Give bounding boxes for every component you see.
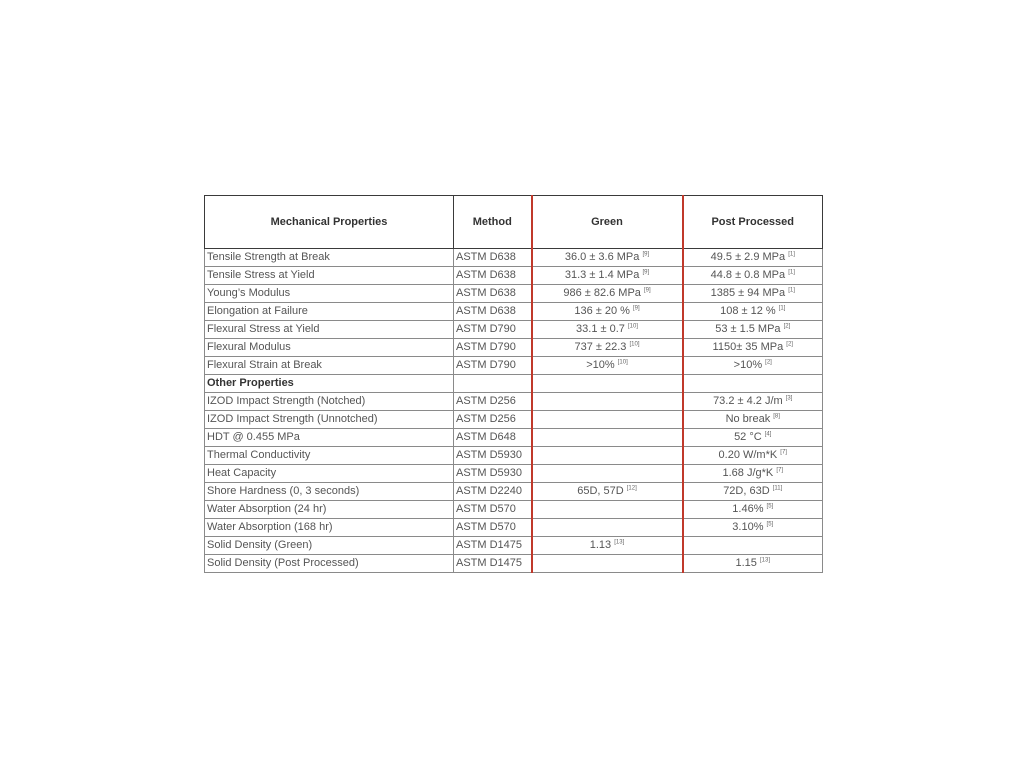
table-row <box>205 429 823 447</box>
method-cell: ASTM D2240 <box>454 483 532 501</box>
value-text: 72D, 63D <box>723 485 770 497</box>
green-value-cell <box>532 537 683 555</box>
method-cell: ASTM D648 <box>454 429 532 447</box>
method-cell: ASTM D256 <box>454 411 532 429</box>
post-processed-value-cell <box>683 321 823 339</box>
value-text: 33.1 ± 0.7 <box>576 323 625 335</box>
post-processed-value-cell <box>683 339 823 357</box>
reference-superscript: [5] <box>766 521 774 528</box>
green-value-cell <box>532 285 683 303</box>
value-text: 136 ± 20 % <box>574 305 630 317</box>
value-text: 737 ± 22.3 <box>574 341 627 353</box>
header-row <box>205 196 823 249</box>
reference-superscript: [2] <box>783 323 791 330</box>
green-value-cell <box>532 429 683 447</box>
value-text: >10% <box>586 359 615 371</box>
table-row <box>205 321 823 339</box>
value-text: 0.20 W/m*K <box>718 449 778 461</box>
table-row <box>205 537 823 555</box>
property-name: Water Absorption (168 hr) <box>205 519 454 537</box>
table-row <box>205 519 823 537</box>
value-text: 1.68 J/g*K <box>722 467 774 479</box>
value-text: 31.3 ± 1.4 MPa <box>564 269 640 281</box>
green-value-cell <box>532 357 683 375</box>
property-name: Solid Density (Post Processed) <box>205 555 454 573</box>
reference-superscript: [9] <box>643 287 651 294</box>
header-green: Green <box>532 196 683 249</box>
green-value-cell <box>532 447 683 465</box>
value-text: 53 ± 1.5 MPa <box>715 323 781 335</box>
property-name: IZOD Impact Strength (Unnotched) <box>205 411 454 429</box>
header-method: Method <box>454 196 532 249</box>
reference-superscript: [12] <box>626 485 637 492</box>
table-row <box>205 393 823 411</box>
table-row <box>205 249 823 267</box>
green-value-cell <box>532 483 683 501</box>
reference-superscript: [11] <box>772 485 783 492</box>
property-name: Heat Capacity <box>205 465 454 483</box>
green-value-cell <box>532 465 683 483</box>
table-row <box>205 411 823 429</box>
method-cell <box>454 375 532 393</box>
value-text: 1.46% <box>732 503 764 515</box>
property-name: Elongation at Failure <box>205 303 454 321</box>
reference-superscript: [9] <box>642 269 650 276</box>
value-text: 73.2 ± 4.2 J/m <box>713 395 783 407</box>
method-cell: ASTM D790 <box>454 339 532 357</box>
method-cell: ASTM D570 <box>454 501 532 519</box>
reference-superscript: [13] <box>614 539 625 546</box>
post-processed-value-cell <box>683 465 823 483</box>
table-row <box>205 465 823 483</box>
value-text: 44.8 ± 0.8 MPa <box>710 269 786 281</box>
green-value-cell <box>532 501 683 519</box>
reference-superscript: [1] <box>778 305 786 312</box>
post-processed-value-cell <box>683 429 823 447</box>
post-processed-value-cell <box>683 357 823 375</box>
value-text: 108 ± 12 % <box>720 305 776 317</box>
section-row <box>205 375 823 393</box>
value-text: 1.15 <box>735 557 757 569</box>
post-processed-value-cell <box>683 537 823 555</box>
value-text: 3.10% <box>732 521 764 533</box>
post-processed-value-cell <box>683 519 823 537</box>
method-cell: ASTM D638 <box>454 249 532 267</box>
method-cell: ASTM D570 <box>454 519 532 537</box>
reference-superscript: [1] <box>788 269 795 276</box>
reference-superscript: [7] <box>776 467 783 474</box>
reference-superscript: [4] <box>764 431 772 438</box>
method-cell: ASTM D5930 <box>454 465 532 483</box>
method-cell: ASTM D5930 <box>454 447 532 465</box>
method-cell: ASTM D256 <box>454 393 532 411</box>
post-processed-value-cell <box>683 555 823 573</box>
value-text: 52 °C <box>734 431 762 443</box>
value-text: 1.13 <box>589 539 612 551</box>
table-row <box>205 303 823 321</box>
reference-superscript: [10] <box>617 359 628 366</box>
method-cell: ASTM D638 <box>454 303 532 321</box>
table-row <box>205 501 823 519</box>
reference-superscript: [3] <box>785 395 793 402</box>
property-name: Flexural Strain at Break <box>205 357 454 375</box>
post-processed-value-cell <box>683 375 823 393</box>
reference-superscript: [10] <box>627 323 638 330</box>
value-text: No break <box>725 413 771 425</box>
reference-superscript: [1] <box>788 251 795 258</box>
value-text: 65D, 57D <box>577 485 624 497</box>
table-row <box>205 267 823 285</box>
reference-superscript: [10] <box>629 341 640 348</box>
property-name: Young’s Modulus <box>205 285 454 303</box>
value-text: 49.5 ± 2.9 MPa <box>710 251 786 263</box>
table-row <box>205 339 823 357</box>
green-value-cell <box>532 375 683 393</box>
reference-superscript: [7] <box>780 449 787 456</box>
method-cell: ASTM D1475 <box>454 537 532 555</box>
green-value-cell <box>532 393 683 411</box>
property-name: HDT @ 0.455 MPa <box>205 429 454 447</box>
property-name: Tensile Strength at Break <box>205 249 454 267</box>
green-value-cell <box>532 249 683 267</box>
value-text: 1385 ± 94 MPa <box>710 287 786 299</box>
reference-superscript: [5] <box>766 503 774 510</box>
green-value-cell <box>532 555 683 573</box>
reference-superscript: [2] <box>786 341 793 348</box>
value-text: 1150± 35 MPa <box>712 341 784 353</box>
method-cell: ASTM D638 <box>454 267 532 285</box>
reference-superscript: [1] <box>788 287 795 294</box>
value-text: 986 ± 82.6 MPa <box>563 287 641 299</box>
post-processed-value-cell <box>683 483 823 501</box>
green-value-cell <box>532 411 683 429</box>
table-body <box>205 249 823 573</box>
post-processed-value-cell <box>683 411 823 429</box>
post-processed-value-cell <box>683 249 823 267</box>
post-processed-value-cell <box>683 285 823 303</box>
reference-superscript: [9] <box>632 305 640 312</box>
green-value-cell <box>532 519 683 537</box>
value-text: 36.0 ± 3.6 MPa <box>564 251 640 263</box>
header-mechanical-properties: Mechanical Properties <box>205 196 454 249</box>
green-value-cell <box>532 339 683 357</box>
green-value-cell <box>532 303 683 321</box>
property-name: Flexural Stress at Yield <box>205 321 454 339</box>
post-processed-value-cell <box>683 393 823 411</box>
table-row <box>205 357 823 375</box>
green-value-cell <box>532 321 683 339</box>
table-row <box>205 447 823 465</box>
property-name: Flexural Modulus <box>205 339 454 357</box>
property-name: Tensile Stress at Yield <box>205 267 454 285</box>
property-name: Shore Hardness (0, 3 seconds) <box>205 483 454 501</box>
post-processed-value-cell <box>683 267 823 285</box>
header-post-processed: Post Processed <box>683 196 823 249</box>
table-row <box>205 555 823 573</box>
reference-superscript: [2] <box>765 359 772 366</box>
property-name: Other Properties <box>205 375 454 393</box>
method-cell: ASTM D638 <box>454 285 532 303</box>
property-name: Water Absorption (24 hr) <box>205 501 454 519</box>
property-name: Solid Density (Green) <box>205 537 454 555</box>
reference-superscript: [13] <box>759 557 770 564</box>
green-value-cell <box>532 267 683 285</box>
properties-table <box>204 195 823 573</box>
post-processed-value-cell <box>683 303 823 321</box>
reference-superscript: [9] <box>642 251 650 258</box>
post-processed-value-cell <box>683 501 823 519</box>
property-name: IZOD Impact Strength (Notched) <box>205 393 454 411</box>
table-row <box>205 483 823 501</box>
value-text: >10% <box>733 359 763 371</box>
table-row <box>205 285 823 303</box>
method-cell: ASTM D1475 <box>454 555 532 573</box>
method-cell: ASTM D790 <box>454 357 532 375</box>
property-name: Thermal Conductivity <box>205 447 454 465</box>
reference-superscript: [8] <box>773 413 780 420</box>
method-cell: ASTM D790 <box>454 321 532 339</box>
post-processed-value-cell <box>683 447 823 465</box>
